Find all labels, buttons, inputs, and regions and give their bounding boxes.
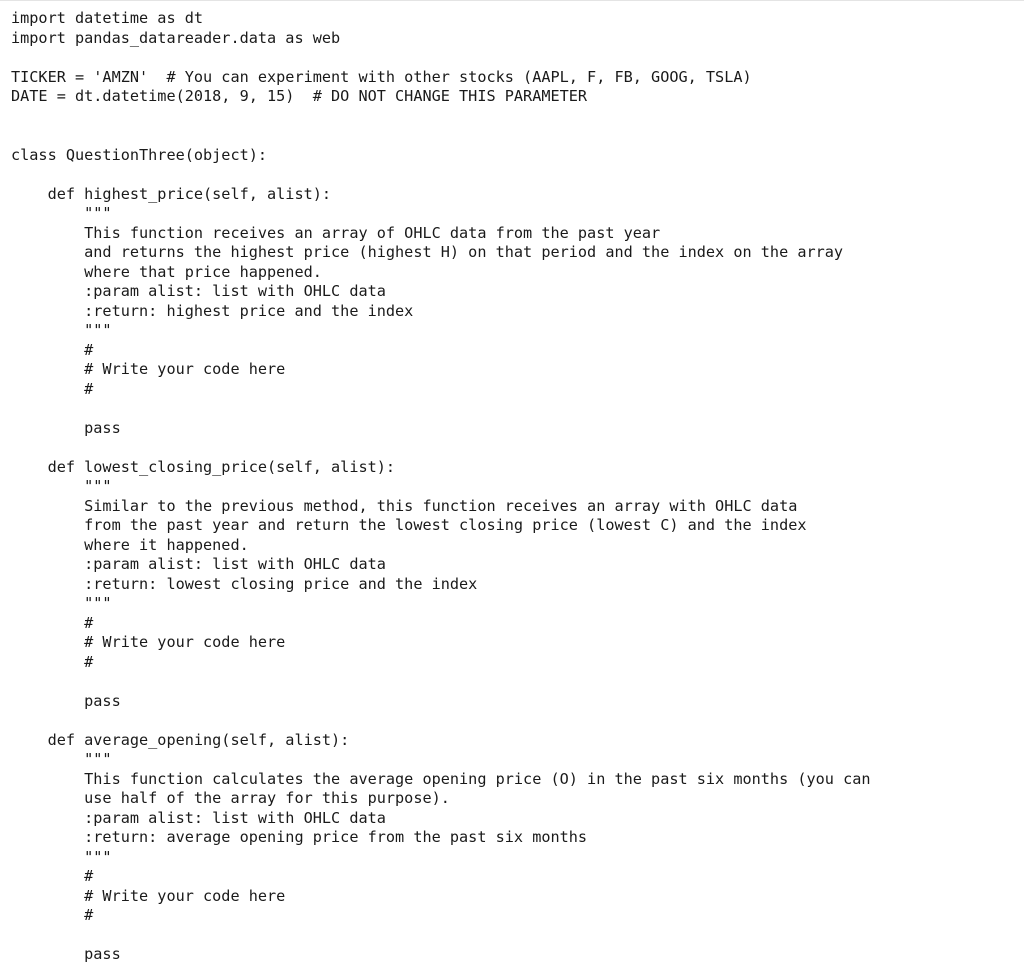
code-line: This function calculates the average opening price (O) in the past six months (you can <box>11 769 871 788</box>
code-line: pass <box>11 691 121 710</box>
code-line: :return: highest price and the index <box>11 301 414 320</box>
code-line: def highest_price(self, alist): <box>11 184 332 203</box>
code-line: pass <box>11 945 121 963</box>
code-line <box>11 107 871 127</box>
code-line <box>11 711 871 731</box>
code-line: """ <box>11 477 112 495</box>
code-line: """ <box>11 321 112 339</box>
code-line: # <box>11 379 94 398</box>
code-line: and returns the highest price (highest H) on that period and the index on the array <box>11 243 844 261</box>
code-line <box>11 165 871 185</box>
code-line: TICKER = 'AMZN' # You can experiment with other stocks (AAPL, F, FB, GOOG, TSLA) <box>11 67 752 86</box>
code-line: """ <box>11 594 112 612</box>
code-line: # Write your code here <box>11 633 286 651</box>
code-line <box>11 438 871 458</box>
code-line <box>11 672 871 692</box>
code-line: def average_opening(self, alist): <box>11 730 350 749</box>
code-line: # <box>11 613 94 632</box>
code-line: use half of the array for this purpose). <box>11 789 450 807</box>
code-line: :param alist: list with OHLC data <box>11 808 386 827</box>
code-line: :return: average opening price from the past six months <box>11 828 588 846</box>
code-line <box>11 399 871 419</box>
code-line: :return: lowest closing price and the index <box>11 574 478 593</box>
code-line: # Write your code here <box>11 360 286 378</box>
code-line: # <box>11 652 94 671</box>
code-line: DATE = dt.datetime(2018, 9, 15) # DO NOT CHANGE THIS PARAMETER <box>11 87 588 105</box>
code-line: from the past year and return the lowest closing price (lowest C) and the index <box>11 516 807 534</box>
code-line: """ <box>11 750 112 768</box>
code-line <box>11 126 871 146</box>
code-line: # <box>11 867 94 885</box>
code-line: where it happened. <box>11 535 249 554</box>
code-line: # <box>11 906 94 924</box>
code-line: def lowest_closing_price(self, alist): <box>11 457 396 476</box>
code-line: This function receives an array of OHLC data from the past year <box>11 223 661 242</box>
code-line: :param alist: list with OHLC data <box>11 555 386 573</box>
code-line: import datetime as dt <box>11 9 204 27</box>
code-line: import pandas_datareader.data as web <box>11 28 341 47</box>
code-line: :param alist: list with OHLC data <box>11 282 386 300</box>
code-line: # <box>11 340 94 359</box>
code-line: """ <box>11 847 112 866</box>
code-line: pass <box>11 418 121 437</box>
code-line: # Write your code here <box>11 886 286 905</box>
code-line: Similar to the previous method, this function receives an array with OHLC data <box>11 496 798 515</box>
code-line: where that price happened. <box>11 262 322 281</box>
code-line: class QuestionThree(object): <box>11 145 268 164</box>
code-line <box>11 926 871 946</box>
code-line <box>11 48 871 68</box>
code-line: """ <box>11 204 112 222</box>
code-block[interactable] <box>11 9 871 965</box>
